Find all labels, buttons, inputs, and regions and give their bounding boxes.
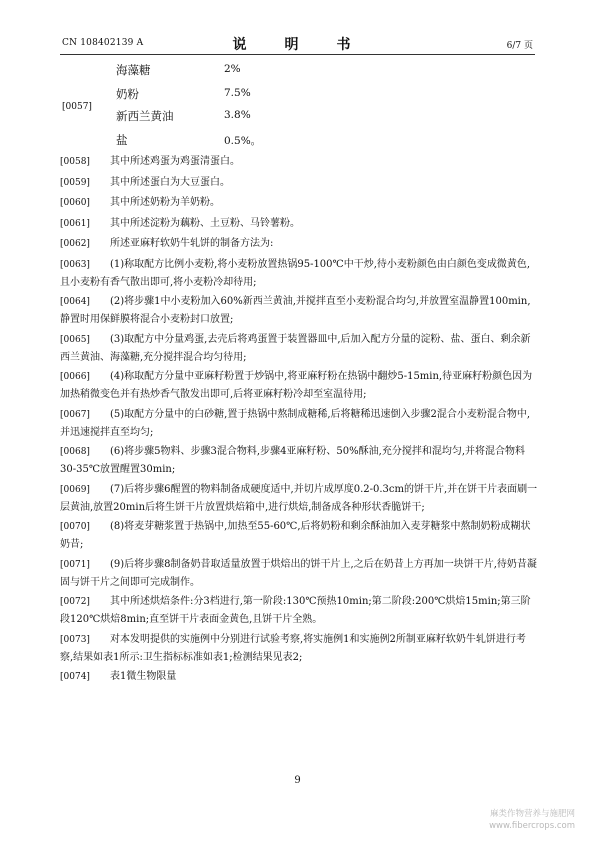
- paragraph-text: (1)称取配方比例小麦粉,将小麦粉放置热锅95-100℃中干炒,待小麦粉颜色由白颜色变成微黄色,且小麦粉有香气散出即可,将小麦粉冷却待用;: [60, 258, 531, 288]
- document-id: CN 108402139 A: [62, 38, 144, 48]
- paragraph-text: (7)后将步骤6醒置的物料制备成硬度适中,并切片成厚度0.2-0.3cm的饼干片,并在饼干片表面刷一层黄油,放置20min后将生饼干片放置烘焙箱中,进行烘焙,制备成各种形状香脆饼干;: [60, 483, 538, 513]
- paragraph: [60, 194, 538, 212]
- document-body: [60, 153, 538, 689]
- paragraph: [60, 174, 538, 192]
- paragraph: [60, 556, 538, 591]
- paragraph-text: 对本发明提供的实施例中分别进行试验考察,将实施例1和实施例2所制亚麻籽软奶牛轧饼进行考察,结果如表1所示:卫生指标标准如表1;检测结果见表2;: [60, 633, 526, 663]
- paragraph: [60, 293, 538, 328]
- paragraph-text: 所述亚麻籽软奶牛轧饼的制备方法为:: [110, 238, 274, 249]
- ingredient-name: 新西兰黄油: [116, 109, 174, 123]
- paragraph-number: [0067]: [60, 409, 90, 420]
- paragraph-text: 其中所述鸡蛋为鸡蛋清蛋白。: [110, 156, 240, 167]
- paragraph: [60, 368, 538, 403]
- paragraph-text: 其中所述奶粉为羊奶粉。: [110, 197, 220, 208]
- header-divider: [60, 54, 535, 55]
- ingredient-value: 7.5%: [224, 87, 251, 99]
- paragraph: [60, 593, 538, 628]
- paragraph-text: 其中所述蛋白为大豆蛋白。: [110, 176, 230, 188]
- paragraph-text: (8)将麦芽糖浆置于热锅中,加热至55-60℃,后将奶粉和剩余酥油加入麦芽糖浆中熬制奶粉成糊状奶昔;: [60, 521, 531, 550]
- watermark: [489, 808, 575, 832]
- paragraph-number: [0074]: [60, 672, 90, 682]
- paragraph-number: [0058]: [60, 157, 90, 167]
- paragraph-text: (2)将步骤1中小麦粉加入60%新西兰黄油,并搅拌直至小麦粉混合均匀,并放置室温静置100min,静置时用保鲜膜将混合小麦粉封口放置;: [60, 296, 531, 325]
- paragraph: [60, 331, 538, 366]
- ingredient-value: 2%: [224, 63, 241, 75]
- paragraph: [60, 153, 538, 171]
- page-header: [0, 36, 595, 52]
- paragraph-number: [0062]: [60, 239, 90, 249]
- ingredient-name: 海藻糖: [116, 63, 151, 77]
- paragraph-text: (3)取配方中分量鸡蛋,去壳后将鸡蛋置于装置器皿中,后加入配方分量的淀粉、盐、蛋白、剩余新西兰黄油、海藻糖,充分搅拌混合均匀待用;: [60, 333, 531, 363]
- paragraph-number: [0063]: [60, 259, 90, 270]
- paragraph: [60, 481, 538, 516]
- paragraph-text: 其中所述淀粉为藕粉、土豆粉、马铃薯粉。: [110, 217, 300, 229]
- paragraph: [60, 256, 538, 291]
- paragraph: [60, 215, 538, 233]
- paragraph-number: [0069]: [60, 484, 90, 495]
- paragraph-number: [0059]: [60, 177, 90, 188]
- ingredient-value: 0.5%。: [224, 135, 262, 147]
- watermark-url: www.fibercrops.com: [489, 821, 575, 831]
- paragraph-text: (4)称取配方分量中亚麻籽粉置于炒锅中,将亚麻籽粉在热锅中翻炒5-15min,待亚麻籽粉颜色因为加热稍微变色并有热炒香气散发出即可,后将亚麻籽粉冷却至室温待用;: [60, 371, 533, 400]
- paragraph-number: [0061]: [60, 218, 90, 229]
- paragraph-text: 表1微生物限量: [110, 671, 177, 682]
- paragraph-number: [0064]: [60, 297, 90, 307]
- paragraph: [60, 235, 538, 253]
- watermark-site-name: 麻类作物营养与施肥网: [489, 809, 575, 819]
- paragraph-number: [0057]: [62, 102, 92, 112]
- paragraph-text: 其中所述烘焙条件:分3档进行,第一阶段:130℃预热10min;第二阶段:200℃烘焙15min;第三阶段120℃烘焙8min;直至饼干片表面金黄色,且饼干片全熟。: [60, 596, 531, 625]
- paragraph-text: (9)后将步骤8制备奶昔取适量放置于烘焙出的饼干片上,之后在奶昔上方再加一块饼干片,待奶昔凝固与饼干片之间即可完成制作。: [60, 558, 537, 588]
- paragraph-number: [0060]: [60, 198, 90, 208]
- paragraph: [60, 631, 538, 666]
- paragraph-number: [0071]: [60, 559, 90, 570]
- paragraph-number: [0073]: [60, 634, 90, 645]
- paragraph-number: [0065]: [60, 334, 90, 345]
- paragraph-text: (5)取配方分量中的白砂糖,置于热锅中熬制成糖稀,后将糖稀迅速倒入步骤2混合小麦粉混合物中,并迅速搅拌直至均匀;: [60, 408, 531, 438]
- paragraph-number: [0066]: [60, 372, 90, 382]
- paragraph: [60, 406, 538, 441]
- paragraph: [60, 443, 538, 478]
- document-title: 说 明 书: [232, 37, 363, 53]
- page-number: 9: [294, 775, 301, 786]
- paragraph: [60, 668, 538, 686]
- paragraph-number: [0072]: [60, 597, 90, 607]
- ingredient-name: 奶粉: [116, 87, 139, 101]
- paragraph-number: [0068]: [60, 447, 90, 457]
- ingredient-value: 3.8%: [224, 109, 251, 121]
- page-indicator: 6/7 页: [506, 41, 533, 51]
- paragraph-text: (6)将步骤5物料、步骤3混合物料,步骤4亚麻籽粉、50%酥油,充分搅拌和混均匀,并将混合物料30-35℃放置醒置30min;: [60, 446, 526, 475]
- ingredient-table: [60, 62, 535, 152]
- ingredient-name: 盐: [116, 133, 128, 147]
- paragraph: [60, 518, 538, 553]
- paragraph-number: [0070]: [60, 522, 90, 532]
